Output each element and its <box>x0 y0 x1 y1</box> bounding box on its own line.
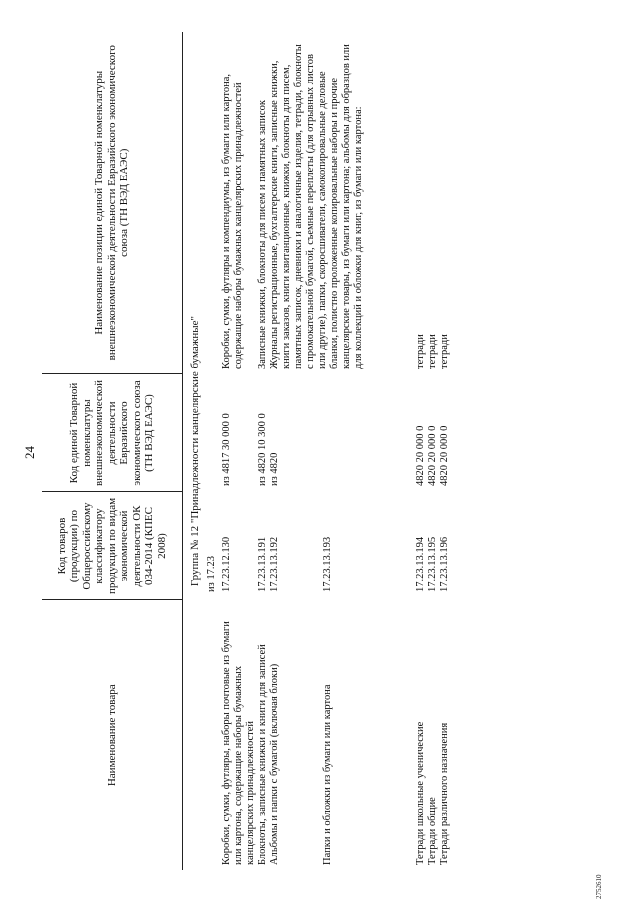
header-tn-ved-code: Код единой Товарной номенклатуры внешнеэкономической деятельности Евразийского экономического союза (ТН ВЭД ЕАЭС) <box>42 374 183 492</box>
table-header-row <box>42 32 183 870</box>
row-okpd2-code: 17.23.13.193 <box>321 536 333 592</box>
classification-table <box>42 32 451 870</box>
document-id: 2752610 <box>595 874 603 899</box>
group-code-row <box>206 32 218 870</box>
row-product-name: Альбомы и папки с бумагой (включая блоки) <box>269 663 280 865</box>
table-row <box>439 32 451 870</box>
group-title-row <box>183 32 207 870</box>
row-tn-ved-code: 4820 20 000 0 <box>427 425 438 486</box>
row-tn-ved-code: из 4820 <box>269 452 280 486</box>
row-okpd2-code: 17.23.12.130 <box>221 536 232 592</box>
header-product-name: Наименование товара <box>42 600 183 870</box>
table-row <box>257 32 269 870</box>
row-tn-ved-code: 4820 20 000 0 <box>415 425 426 486</box>
row-tn-ved-name: тетради <box>439 334 450 369</box>
header-tn-ved-name: Наименование позиции единой Товарной номенклатуры внешнеэкономической деятельности Евразийского экономического союза (ТН ВЭД ЕАЭС) <box>42 32 183 374</box>
row-product-name: Папки и обложки из бумаги или картона <box>321 684 333 865</box>
row-okpd2-code: 17.23.13.191 <box>257 536 268 592</box>
row-tn-ved-name: тетради <box>415 334 426 369</box>
row-okpd2-code: 17.23.13.192 <box>269 536 280 592</box>
table-row <box>415 32 427 870</box>
row-product-name: Тетради общие <box>427 797 438 865</box>
row-product-name: Тетради школьные ученические <box>415 721 426 865</box>
table-row <box>269 32 322 870</box>
row-tn-ved-name: Записные книжки, блокноты для писем и памятных записок <box>257 100 268 369</box>
row-tn-ved-name: Журналы регистрационные, бухгалтерские книги, записные книжки, книги заказов, книги квитанционные, книжки, блокноты для писем, памятных записок, дневники и аналогичные изделия, тетради, блокноты с промокательной бумагой, съемные переплеты (для отрывных листов или другие), папки, скоросшиватели, самокопировальные деловые бланки, полистно проложенные копировальные наборы и прочие канцелярские товары, из бумаги или картона; альбомы для образцов или для коллекций и обложки для книг, из бумаги или картона: <box>269 44 364 369</box>
row-okpd2-code: 17.23.13.196 <box>439 536 450 592</box>
row-tn-ved-name: Коробки, сумки, футляры и компендиумы, из бумаги или картона, содержащие наборы бумажных канцелярских принадлежностей <box>221 74 244 369</box>
group-code: из 17.23 <box>206 555 217 592</box>
row-tn-ved-name: тетради <box>427 334 438 369</box>
row-okpd2-code: 17.23.13.195 <box>427 536 438 592</box>
row-tn-ved-code: из 4820 10 300 0 <box>257 413 268 486</box>
header-okpd2-code: Код товаров (продукции) по Общероссийскому классификатору продукции по видам экономической деятельности ОК 034-2014 (КПЕС 2008) <box>42 492 183 600</box>
row-okpd2-code: 17.23.13.194 <box>415 536 426 592</box>
row-product-name: Блокноты, записные книжки и книги для записей <box>257 644 268 865</box>
row-tn-ved-code: из 4817 30 000 0 <box>221 413 232 486</box>
row-tn-ved-code: 4820 20 000 0 <box>439 425 450 486</box>
group-title: Группа № 12 "Принадлежности канцелярские бумажные" <box>189 315 201 587</box>
table-row <box>427 32 439 870</box>
row-product-name: Коробки, сумки, футляры, наборы почтовые из бумаги или картона, содержащие наборы бумажных канцелярских принадлежностей <box>221 621 256 865</box>
page-number: 24 <box>22 446 37 459</box>
table-row <box>221 32 257 870</box>
row-product-name: Тетради различного назначения <box>439 722 450 865</box>
